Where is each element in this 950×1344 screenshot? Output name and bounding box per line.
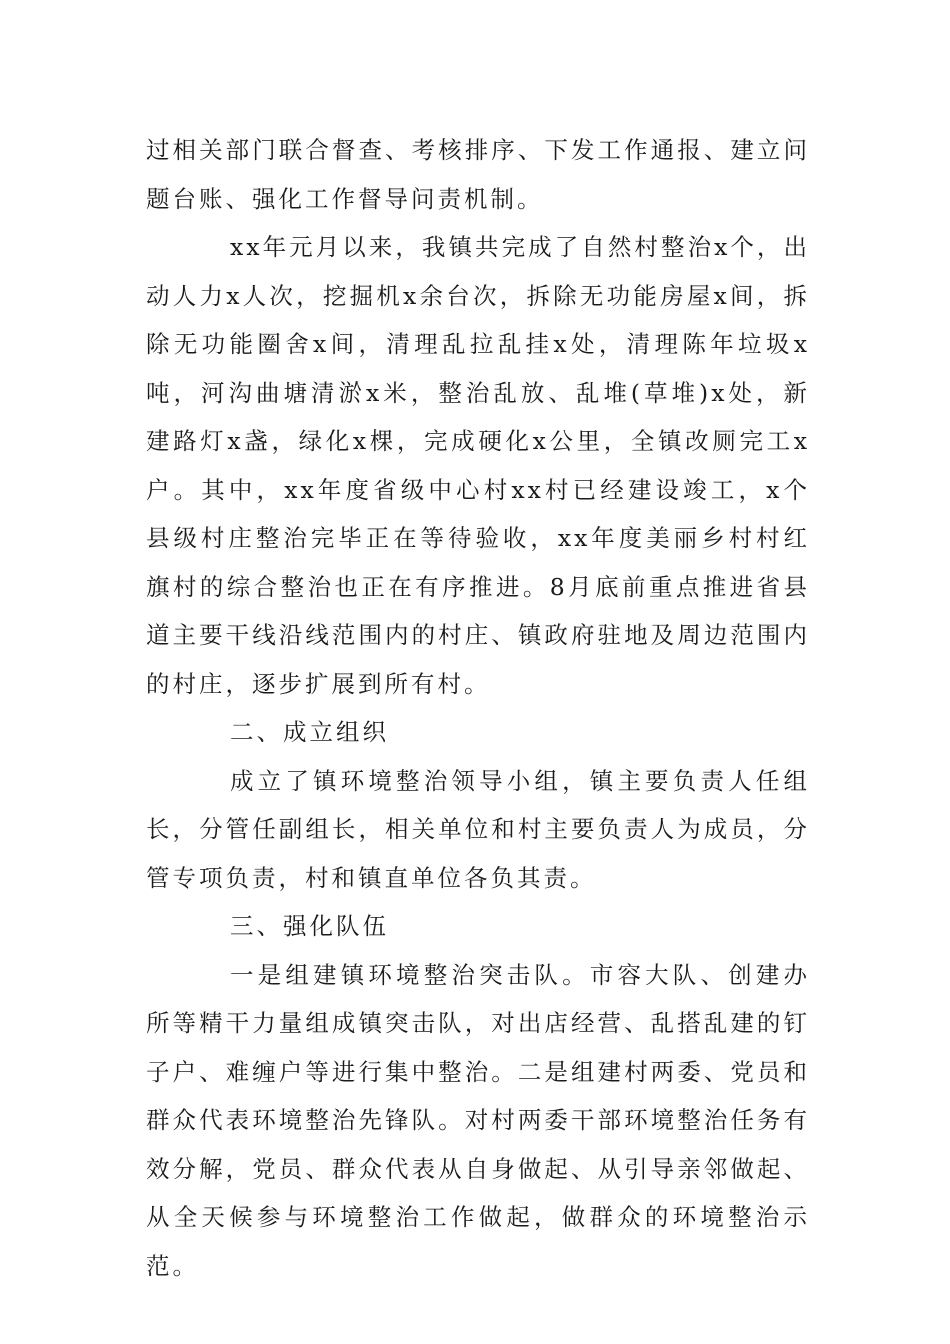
section-heading-organization: 二、成立组织 (230, 718, 389, 746)
section-heading-team: 三、强化队伍 (230, 912, 389, 940)
paragraph-team: 一是组建镇环境整治突击队。市容大队、创建办所等精干力量组成镇突击队，对出店经营、乱搭乱建的钉子户、难缠户等进行集中整治。二是组建村两委、党员和群众代表环境整治先锋队。对村两委干部环境整治任务有效分解，党员、群众代表从自身做起、从引导亲邻做起、从全天候参与环境整治工作做起，做群众的环境整治示范。 (146, 960, 810, 1280)
document-body (146, 126, 810, 1290)
paragraph-continuation: 过相关部门联合督查、考核排序、下发工作通报、建立问题台账、强化工作督导问责机制。 (146, 136, 810, 213)
paragraph-organization: 成立了镇环境整治领导小组，镇主要负责人任组长，分管任副组长，相关单位和村主要负责人为成员，分管专项负责，村和镇直单位各负其责。 (146, 766, 810, 892)
paragraph-statistics: xx年元月以来，我镇共完成了自然村整治x个，出动人力x人次，挖掘机x余台次，拆除无功能房屋x间，拆除无功能圈舍x间，清理乱拉乱挂x处，清理陈年垃圾x吨，河沟曲塘清淤x米，整治乱放、乱堆(草堆)x处，新建路灯x盏，绿化x棵，完成硬化x公里，全镇改厕完工x户。其中，xx年度省级中心村xx村已经建设竣工，x个县级村庄整治完毕正在等待验收，xx年度美丽乡村村红旗村的综合整治也正在有序推进。8月底前重点推进省县道主要干线沿线范围内的村庄、镇政府驻地及周边范围内的村庄，逐步扩展到所有村。 (146, 233, 810, 698)
